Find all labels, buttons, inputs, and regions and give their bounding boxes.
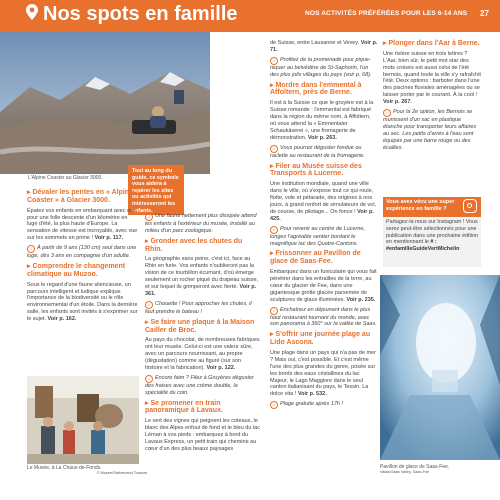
ice-pavilion-photo [380, 275, 500, 460]
family-icon: ☺ [271, 145, 277, 151]
spot-tip: ☺ Enchaînez en déjeunant dans le plus haut restaurant tournant du monde, avec son panorama à 360° sur la vallée de Saas. [270, 306, 377, 328]
spot-heading: ▸ Comprendre le changement climatique au Muzoo. [27, 263, 126, 278]
family-icon: ☺ [28, 246, 34, 252]
instagram-box [383, 197, 481, 267]
spot-heading: ▸ Dévaler les pentes en « Alpine Coaster » à Glacier 3000. [27, 189, 133, 204]
museum-credit: © Musée/Switzerland Tourism [96, 471, 147, 475]
section-subtitle: NOS ACTIVITÉS PRÉFÉRÉES POUR LES 6-14 ANS [305, 10, 468, 17]
family-icon: ☺ [271, 307, 277, 313]
spot-tip: ☺ Plage gratuite après 17h ! [271, 401, 343, 408]
spot-heading: ▸ S'offrir une journée plage au Lido Ascona. [270, 331, 371, 347]
family-icon: ☺ [146, 301, 152, 307]
spot-body: Embarquez dans un funiculaire qui vous fait pénétrer dans les entrailles de la terre, au cœur du glacier de Fee, dans une gigantesque grotte glacée parsemée de sculptures de glace illuminées. Voir p. 235. [270, 269, 377, 303]
spot-body: Il est à la Suisse ce que le gruyère est à la Suisse romande : l'emmental est fabriqué dans la région du même nom, à Affoltern, où vous attend la « Emmentaler Schaukäserei », une fromagerie de démonstration. Voir p. 263. [270, 100, 374, 141]
instagram-hashtag: # : #enfamilleGuideVertMichelin [386, 239, 460, 253]
spot-heading: ▸ Se promener en train panoramique à Lavaux. [145, 399, 223, 415]
spot-tip: ☺ Chouette ! Pour approcher les chutes, il faut prendre le bateau ! [145, 300, 252, 315]
page-title-text: Nos spots en famille [43, 3, 238, 25]
tipbox-text: Tout au long du guide, ce symbole vous aidera à repérer les sites ou activités qui intéresseront les enfants. [132, 168, 179, 214]
column-2 [145, 213, 260, 456]
column-1 [27, 186, 138, 326]
spot-body: Le vert des vignes qui peignent les coteaux, le blanc des Alpes enfoui de fond et le bleu du lac Léman à vos pieds : embarquez à bord du Lavaux Express, un petit train qui chemine au cœur d'un des plus beaux paysages [145, 418, 260, 452]
spot-tip: ☺ Encore faim ? Filez à Gruyères déguster des fraises avec une crème double, la spécialité du coin. [145, 374, 254, 396]
instagram-icon [463, 199, 477, 213]
spot-tip: ☺ Pour revenir au centre de Lucerne, longez l'agréable sentier bordant le magnifique lac des Quatre-Cantons. [270, 225, 365, 247]
instagram-head [383, 197, 481, 217]
location-pin-icon [26, 3, 38, 26]
spot-body: Épatez vos enfants en embarquant avec eux pour une folle descente d'un kilomètre en luge d'été, la plus haute d'Europe. La sensation de vitesse est incroyable, avec vue sur les sommets en prime ! Voir p. 117. [27, 207, 138, 242]
column-3 [270, 40, 378, 412]
family-icon: ☺ [384, 110, 390, 116]
page-title [26, 3, 238, 26]
spot-tip: ☺ Vous pourrez déguster fondue ou raclette au restaurant de la fromagerie. [270, 144, 365, 159]
museum-caption [27, 465, 147, 476]
alpine-coaster-photo [0, 32, 210, 174]
family-icon: ☺ [146, 375, 152, 381]
family-icon: ☺ [271, 226, 277, 232]
spot-body: de Suisse, entre Lausanne et Vevey. Voir p. 71. [270, 40, 378, 53]
spot-heading: ▸ Plonger dans l'Aar à Berne. [383, 40, 480, 47]
pavilion-caption-text: Pavillon de glace de Saas-Fee. [380, 464, 450, 470]
pavilion-caption [380, 464, 500, 475]
family-icon: ☺ [271, 402, 277, 408]
spot-tip: ☺ Profitez de la promenade pour pique-niquer au belvédère de St-Saphorin, l'un des plus jolis villages du pays (voir p. 68). [270, 56, 372, 78]
family-icon: ☺ [271, 57, 277, 63]
instagram-head-text: Vous avez vécu une super expérience en famille ? [386, 199, 455, 212]
spot-body: Une plage dans un pays qui n'a pas de mer ? Mais oui, c'est possible. Et c'est même l'une des plus grandes du genre, posée sur les bords des eaux cristallines du lac Majeur, le Lago Maggiore dans le seul canton italianisant du pays, le Tessin. La dolce vita ! Voir p. 532. [270, 349, 376, 398]
spot-heading: ▸ Filer au Musée suisse des Transports à Lucerne. [270, 162, 362, 178]
page-number: 27 [480, 9, 489, 18]
museum-caption-text: Le Musée, à La Chaux-de-Fonds. [27, 465, 102, 471]
spot-body: La géographie sans peine, c'est ici, face au Rhin en furie. Vos enfants n'oublieront pas la vision de ce tourbillon écumant, d'où émerge seulement un rocher piqué du drapeau suisse, et sur lequel ils grimperont avec fierté. Voir p. 361. [145, 256, 259, 297]
spot-body: Sous le regard d'une faune silencieuse, un parcours intelligent et ludique explique l'importance de la biodiversité ou le rôle environnemental d'un étoile. Dans la dernière salle, les enfants sont invités à s'exprimer sur le sujet. Voir p. 162. [27, 281, 138, 323]
instagram-body: Partagez-la nous sur Instagram ! Vous serez peut-être sélectionnés pour une publication dans une prochaine édition en mentionnant le # : #enfamilleGuideVertMichelin [386, 219, 479, 253]
spot-tip: ☺ À partir de 9 ans (130 cm) seul dans une luge, dès 3 ans en compagnie d'un adulte. [27, 245, 137, 260]
coaster-caption: L'Alpine Coaster au Glacier 3000. [28, 175, 103, 181]
page-header [0, 0, 500, 32]
museum-photo [27, 376, 139, 464]
spot-body: Au pays du chocolat, de nombreuses fabriques ont leur musée. Celui-ci est une valeur sûre, avec un parcours nourrissant, au propre (dégustation) comme au figuré (sur son histoire et la fabrication). Voir p. 122. [145, 337, 260, 371]
spot-tip: ☺ Pour la 2e option, les Bernois se munissent d'un sac en plastique étanche pour transporter leurs affaires au sec. Les petits d'arrés à l'eau sont équipés par une barre rouge ou des écailles. [383, 109, 477, 151]
family-icon: ☺ [146, 214, 152, 219]
spot-heading: ▸ Se faire une plaque à la Maison Cailler de Broc. [145, 318, 255, 334]
spot-heading: ▸ Frissonner au Pavillon de glace de Saas-Fee. [270, 250, 361, 266]
column-4 [383, 40, 481, 155]
spot-tip: ☺ Une faune nettement plus dissipée attend les enfants à l'extérieur du musée, installé au milieu d'un parc zoologique. [145, 213, 257, 234]
spot-heading: ▸ Mordre dans l'emmental à Affoltern, près de Berne. [270, 81, 362, 97]
spot-body: Une rivière suisse en trois lettres ? L'Aar, bien sûr, le petit mot star des mots croisés est aussi celui de l'été bernois, quand toute la ville s'y rafraîchit l'été. Deux options : barboter dans l'une des piscines fluviales aménagées ou se laisser porter par le courant. À la cool ! Voir p. 267. [383, 50, 481, 106]
pavilion-credit: Valais/Saas Valley, Saas-Fee [380, 470, 430, 474]
spot-body: Une institution mondiale, quand une ville dans le ville, où s'expose tout ce qui roule, flotte, vole et pétarade, des origines à nos jours, à grand renfort de simulateurs de vol, de course, de pilotage... On fonce ! Voir p. 425. [270, 181, 377, 222]
spot-heading: ▸ Gronder avec les chutes du Rhin. [145, 237, 243, 253]
